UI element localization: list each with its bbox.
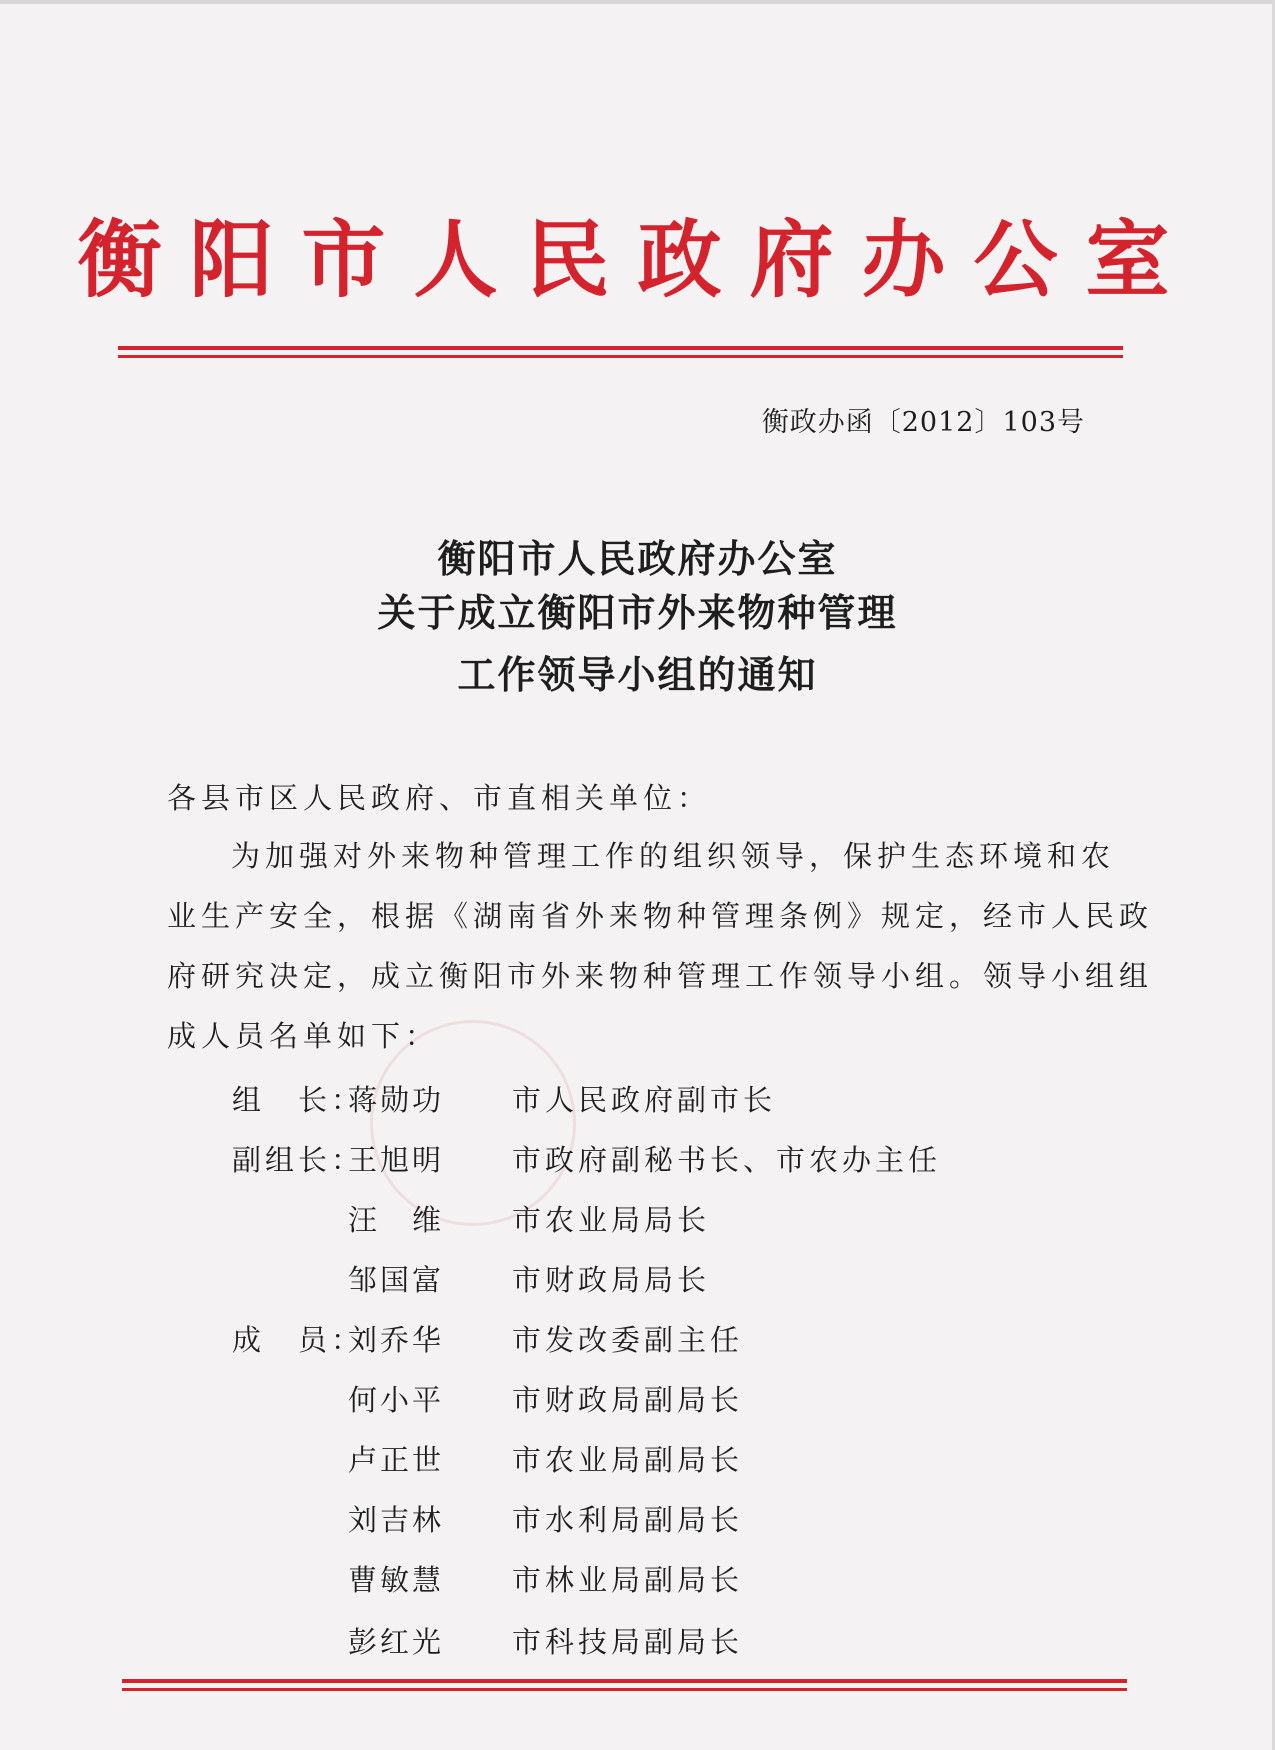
member-name: 王旭明 bbox=[348, 1143, 445, 1177]
body-line-4: 成人员名单如下： bbox=[167, 1019, 440, 1053]
member-post: 市农业局副局长 bbox=[512, 1443, 744, 1477]
header-rule-top bbox=[118, 346, 1123, 350]
office-header-title: 衡阳市人民政府办公室 bbox=[77, 211, 1198, 309]
member-name: 何小平 bbox=[348, 1383, 445, 1417]
notice-title-line-1: 衡阳市人民政府办公室 bbox=[437, 537, 838, 581]
member-post: 市林业局副局长 bbox=[512, 1563, 744, 1597]
body-line-1: 为加强对外来物种管理工作的组织领导，保护生态环境和农 bbox=[231, 839, 1116, 873]
header-rule-bottom bbox=[118, 355, 1123, 358]
member-post: 市政府副秘书长、市农办主任 bbox=[512, 1143, 942, 1177]
member-post: 市水利局副局长 bbox=[512, 1503, 744, 1537]
member-name: 邹国富 bbox=[348, 1263, 445, 1297]
member-post: 市人民政府副市长 bbox=[512, 1083, 777, 1117]
notice-title-line-2: 关于成立衡阳市外来物种管理 bbox=[377, 591, 898, 635]
member-post: 市科技局副局长 bbox=[512, 1625, 744, 1659]
footer-rule-bottom bbox=[122, 1688, 1127, 1691]
member-post: 市发改委副主任 bbox=[512, 1323, 744, 1357]
member-name: 卢正世 bbox=[348, 1443, 445, 1477]
member-role: 副组长： bbox=[232, 1143, 365, 1177]
member-name: 蒋勋功 bbox=[348, 1083, 445, 1117]
member-role: 成 员： bbox=[232, 1323, 365, 1357]
footer-rule-top bbox=[122, 1679, 1127, 1683]
scan-edge-top bbox=[0, 0, 1275, 4]
member-post: 市财政局局长 bbox=[512, 1263, 711, 1297]
document-number: 衡政办函〔2012〕103号 bbox=[761, 407, 1085, 438]
member-post: 市财政局副局长 bbox=[512, 1383, 744, 1417]
member-name: 刘乔华 bbox=[348, 1323, 445, 1357]
member-role: 组 长： bbox=[232, 1083, 365, 1117]
member-name: 刘吉林 bbox=[348, 1503, 445, 1537]
notice-title-line-3: 工作领导小组的通知 bbox=[457, 653, 818, 697]
member-name: 彭红光 bbox=[348, 1625, 445, 1659]
member-name: 汪 维 bbox=[348, 1203, 445, 1237]
body-line-2: 业生产安全，根据《湖南省外来物种管理条例》规定，经市人民政 bbox=[167, 899, 1154, 933]
member-name: 曹敏慧 bbox=[348, 1563, 445, 1597]
member-post: 市农业局局长 bbox=[512, 1203, 711, 1237]
body-line-3: 府研究决定，成立衡阳市外来物种管理工作领导小组。领导小组组 bbox=[167, 959, 1154, 993]
addressee: 各县市区人民政府、市直相关单位： bbox=[167, 781, 712, 815]
